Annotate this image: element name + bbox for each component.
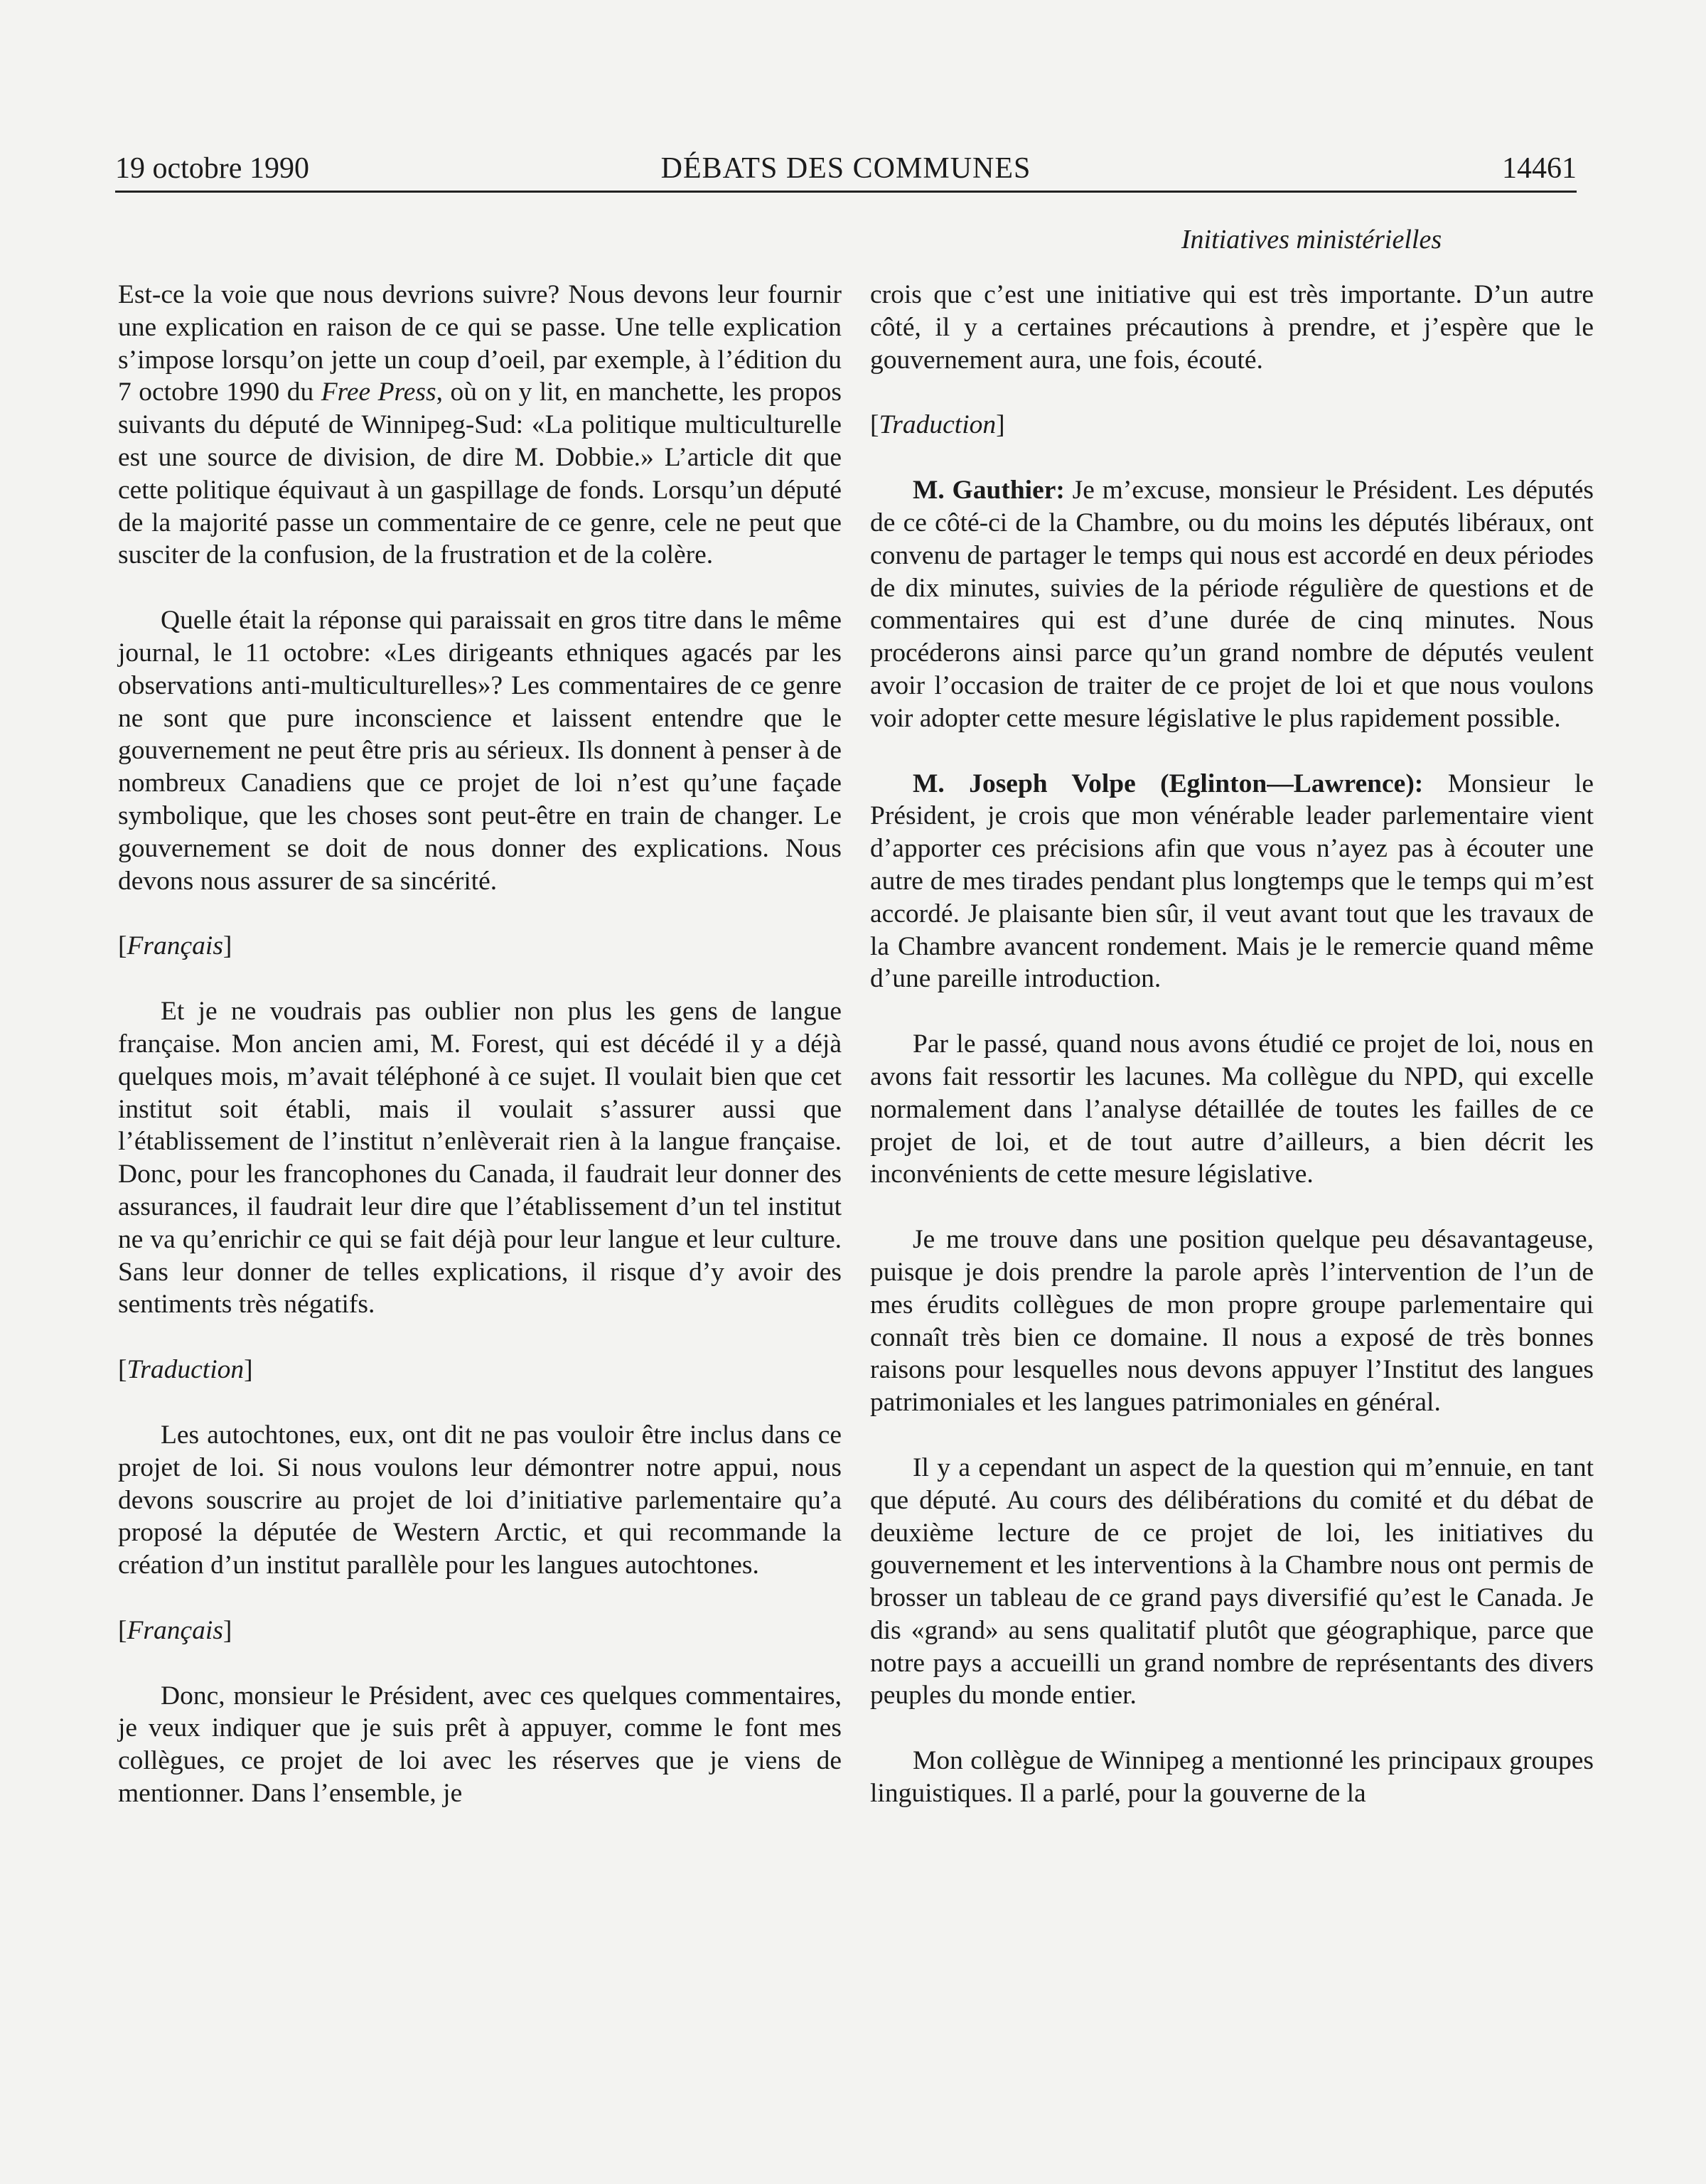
paragraph: Donc, monsieur le Président, avec ces quelques commentaires, je veux indiquer que je suis prêt à appuyer, comme le font mes collègues, ce projet de loi avec les réserves que je viens de mentionner. Dans l’ensemble, je	[118, 1681, 842, 1809]
text: Est-ce la voie que nous devrions suivre? Nous devons leur fournir une explication en raison de ce qui se passe. Une telle explication s’impose lorsqu’on jette un coup d’oeil, par exemple, à l’édition du 7 octobre 1990 du	[118, 280, 842, 407]
header-title: DÉBATS DES COMMUNES	[660, 152, 1031, 185]
header-page-number: 14461	[1502, 152, 1577, 185]
bracket: ]	[222, 931, 232, 961]
page-header	[115, 148, 1577, 193]
left-column	[118, 279, 842, 1843]
text: , où on y lit, en manchette, les propos suivants du député de Winnipeg-Sud: «La politique multiculturelle est une source de division, de dire M. Dobbie.» L’article dit que cette politique équivaut à un gaspillage de fonds. Lorsqu’un député de la majorité passe un commentaire de ce genre, cele ne peut que susciter de la confusion, de la frustration et de la colère.	[118, 378, 842, 570]
bracket: ]	[996, 410, 1005, 440]
bracket: [	[118, 1615, 127, 1645]
paragraph: Quelle était la réponse qui paraissait en gros titre dans le même journal, le 11 octobre: «Les dirigeants ethniques agacés par les observations anti-multiculturelles»? Les commentaires de ce genre ne sont que pure inconscience et laissent entendre que le gouvernement ne peut être pris au sérieux. Ils donnent à penser à de nombreux Canadiens que ce projet de loi n’est qu’une façade symbolique, que les choses sont peut-être en train de changer. Le gouvernement se doit de nous donner des explications. Nous devons nous assurer de sa sincérité.	[118, 606, 842, 896]
right-column	[870, 279, 1594, 1843]
language-tag-text: Traduction	[127, 1355, 245, 1385]
speaker-name: M. Gauthier:	[913, 476, 1065, 505]
language-tag	[870, 409, 1594, 441]
language-tag	[118, 1615, 842, 1647]
text: Monsieur le Président, je crois que mon vénérable leader parlementaire vient d’apporter ces précisions afin que vous n’ayez pas à écouter une autre de mes tirades pendant plus longtemps que le temps qui m’est accordé. Je plaisante bien sûr, il veut avant tout que les travaux de la Chambre avancent rondement. Mais je le remercie quand même d’une pareille introduction.	[870, 769, 1594, 994]
paragraph	[118, 279, 842, 572]
paragraph: crois que c’est une initiative qui est très importante. D’un autre côté, il y a certaines précautions à prendre, et j’espère que le gouvernement aura, une fois, écouté.	[870, 280, 1594, 375]
language-tag	[118, 930, 842, 963]
bracket: [	[118, 1355, 127, 1385]
paragraph: Mon collègue de Winnipeg a mentionné les principaux groupes linguistiques. Il a parlé, pour la gouverne de la	[870, 1746, 1594, 1809]
bracket: [	[870, 410, 879, 440]
language-tag-text: Français	[127, 1615, 223, 1645]
paragraph: Il y a cependant un aspect de la question qui m’ennuie, en tant que député. Au cours des délibérations du comité et du débat de deuxième lecture de ce projet de loi, les initiatives du gouvernement et les interventions à la Chambre nous ont permis de brosser un tableau de ce grand pays diversifié qu’est le Canada. Je dis «grand» au sens qualitatif plutôt que géographique, parce que notre pays a accueilli un grand nombre de représentants des divers peuples du monde entier.	[870, 1452, 1594, 1711]
language-tag-text: Français	[127, 931, 223, 961]
speaker-name: M. Joseph Volpe (Eglinton—Lawrence):	[913, 769, 1424, 798]
text: Je m’excuse, monsieur le Président. Les députés de ce côté-ci de la Chambre, ou du moins les députés libéraux, ont convenu de partager le temps qui nous est accordé en deux périodes de dix minutes, suivies de la période régulière de questions et de commentaires qui est d’une durée de cinq minutes. Nous procéderons ainsi parce qu’un grand nombre de députés veulent avoir l’occasion de traiter de ce projet de loi et que nous voulons voir adopter cette mesure législative le plus rapidement possible.	[870, 476, 1594, 733]
paragraph: Par le passé, quand nous avons étudié ce projet de loi, nous en avons fait ressortir les lacunes. Ma collègue du NPD, qui excelle normalement dans l’analyse détaillée de toutes les failles de ce projet de loi, et de tout autre d’ailleurs, a bien décrit les inconvénients de cette mesure législative.	[870, 1029, 1594, 1189]
paragraph: Et je ne voudrais pas oublier non plus les gens de langue française. Mon ancien ami, M. Forest, qui est décédé il y a déjà quelques mois, m’avait téléphoné à ce sujet. Il voulait bien que cet institut soit établi, mais il voulait s’assurer aussi que l’établissement de l’institut n’enlèverait rien à la langue française. Donc, pour les francophones du Canada, il faudrait leur donner des assurances, il faudrait leur dire que l’établissement d’un tel institut ne va qu’enrichir ce qui se fait déjà pour leur langue et leur culture. Sans leur donner de telles explications, il risque d’y avoir des sentiments très négatifs.	[118, 997, 842, 1320]
paragraph	[870, 474, 1594, 734]
newspaper-title: Free Press	[321, 378, 436, 407]
bracket: ]	[244, 1355, 253, 1385]
bracket: ]	[222, 1615, 232, 1645]
language-tag-text: Traduction	[879, 410, 997, 440]
paragraph: Je me trouve dans une position quelque peu désavantageuse, puisque je dois prendre la parole après l’intervention de l’un de mes érudits collègues de mon propre groupe parlementaire qui connaît très bien ce domaine. Il nous a exposé de très bonnes raisons pour lesquelles nous devons appuyer l’Institut des langues patrimoniales et les langues patrimoniales en général.	[870, 1225, 1594, 1418]
language-tag	[118, 1354, 842, 1386]
header-date: 19 octobre 1990	[115, 152, 309, 185]
paragraph	[870, 768, 1594, 996]
section-label: Initiatives ministérielles	[1181, 225, 1442, 255]
bracket: [	[118, 931, 127, 961]
paragraph: Les autochtones, eux, ont dit ne pas vouloir être inclus dans ce projet de loi. Si nous voulons leur démontrer notre appui, nous devons souscrire au projet de loi d’initiative parlementaire qu’a proposé la députée de Western Arctic, et qui recommande la création d’un institut parallèle pour les langues autochtones.	[118, 1420, 842, 1580]
